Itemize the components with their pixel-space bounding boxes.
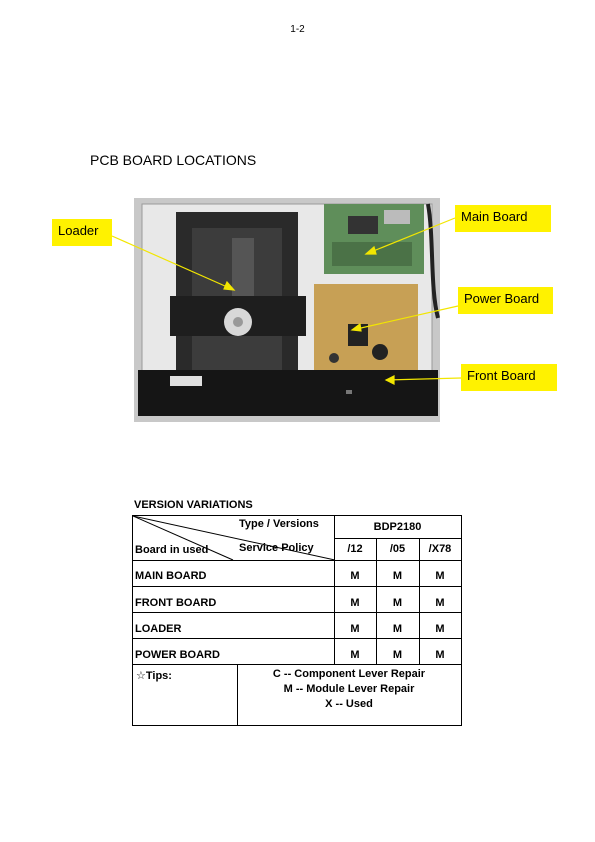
power-board-callout: Power Board <box>458 287 553 314</box>
loader-callout: Loader <box>52 219 112 246</box>
table-title: VERSION VARIATIONS <box>134 499 253 511</box>
header-board-in-used: Board in used <box>135 544 209 556</box>
tips-label: ☆Tips: <box>136 670 172 682</box>
header-service-policy: Service Policy <box>239 542 314 554</box>
version-col: /12 <box>347 543 363 555</box>
row-board-label: FRONT BOARD <box>135 597 217 609</box>
version-col: /X78 <box>428 543 452 555</box>
row-value: M <box>350 623 360 635</box>
row-board-label: MAIN BOARD <box>135 570 207 582</box>
row-value: M <box>435 597 445 609</box>
version-table <box>132 515 462 726</box>
page-number: 1-2 <box>290 24 305 35</box>
row-board-label: POWER BOARD <box>135 649 220 661</box>
row-board-label: LOADER <box>135 623 182 635</box>
row-value: M <box>392 570 403 582</box>
section-title: PCB BOARD LOCATIONS <box>90 152 257 168</box>
row-value: M <box>435 649 445 661</box>
tips-text <box>237 667 461 712</box>
row-value: M <box>350 570 360 582</box>
main-board-callout: Main Board <box>455 205 551 232</box>
row-value: M <box>435 623 445 635</box>
header-type-versions: Type / Versions <box>239 518 319 530</box>
row-value: M <box>392 623 403 635</box>
row-value: M <box>392 597 403 609</box>
tips-star-icon: ☆ <box>136 670 146 682</box>
pcb-board-photo <box>134 198 440 422</box>
model-name: BDP2180 <box>373 521 422 533</box>
tip-line: M -- Module Lever Repair <box>283 683 415 695</box>
row-value: M <box>435 570 445 582</box>
row-value: M <box>392 649 403 661</box>
row-value: M <box>350 649 360 661</box>
version-col: /05 <box>389 543 406 555</box>
front-board-callout: Front Board <box>461 364 557 391</box>
row-value: M <box>350 597 360 609</box>
tip-line: C -- Component Lever Repair <box>272 668 426 680</box>
tip-line: X -- Used <box>325 698 373 710</box>
